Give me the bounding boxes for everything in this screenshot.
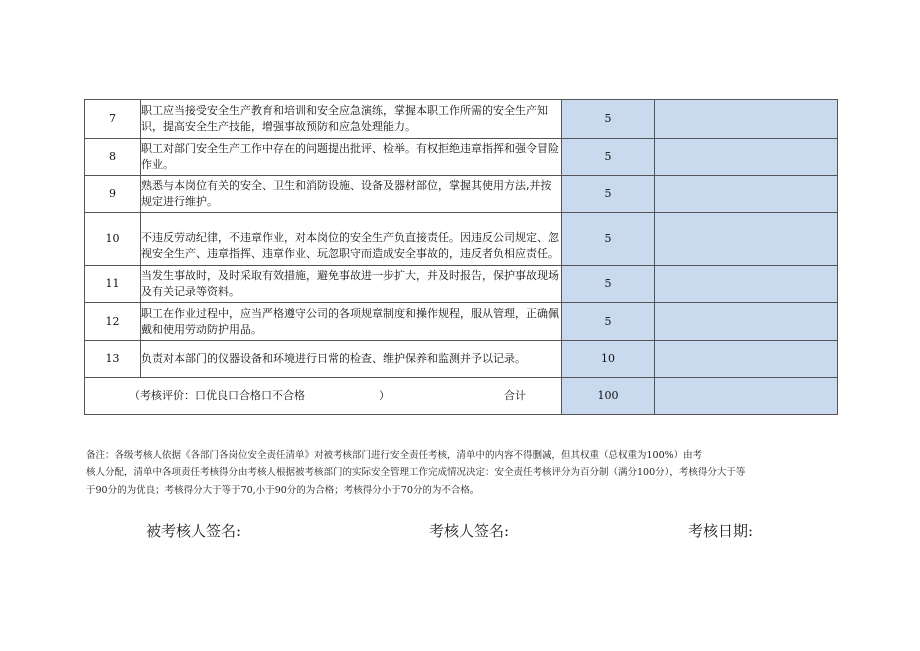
row-number: 11	[85, 266, 141, 303]
score-input-cell[interactable]	[655, 213, 838, 266]
row-score: 5	[562, 139, 655, 176]
score-input-cell[interactable]	[655, 266, 838, 303]
total-score: 100	[562, 378, 655, 415]
evaluation-close-paren: ）	[379, 389, 390, 402]
examinee-signature-label: 被考核人签名:	[146, 522, 242, 540]
total-label: 合计	[504, 389, 526, 402]
row-content: 熟悉与本岗位有关的安全、卫生和消防设施、设备及器材部位，掌握其使用方法,并按规定进行维护。	[141, 176, 562, 213]
row-number: 10	[85, 213, 141, 266]
row-content: 职工应当接受安全生产教育和培训和安全应急演练，掌握本职工作所需的安全生产知识，提高安全生产技能，增强事故预防和应急处理能力。	[141, 100, 562, 139]
row-score: 10	[562, 341, 655, 378]
row-content: 当发生事故时，及时采取有效措施，避免事故进一步扩大，并及时报告，保护事故现场及有关记录等资料。	[141, 266, 562, 303]
row-score: 5	[562, 303, 655, 341]
score-input-cell[interactable]	[655, 139, 838, 176]
row-score: 5	[562, 213, 655, 266]
table-footer-row	[85, 378, 838, 415]
row-number: 9	[85, 176, 141, 213]
examiner-signature-label: 考核人签名:	[429, 522, 510, 540]
row-content: 不违反劳动纪律，不违章作业，对本岗位的安全生产负直接责任。因违反公司规定、忽视安全生产、违章指挥、违章作业、玩忽职守而造成安全事故的，违反者负相应责任。	[141, 213, 562, 266]
row-number: 12	[85, 303, 141, 341]
row-content: 职工对部门安全生产工作中存在的问题提出批评、检举。有权拒绝违章指挥和强令冒险作业。	[141, 139, 562, 176]
remarks-line: 备注：各级考核人依据《各部门各岗位安全责任清单》对被考核部门进行安全责任考核，清单中的内容不得删减，但其权重（总权重为100%）由考	[86, 450, 703, 461]
table-row	[85, 176, 838, 213]
row-score: 5	[562, 100, 655, 139]
evaluation-cell	[85, 378, 562, 415]
row-number: 8	[85, 139, 141, 176]
row-number: 13	[85, 341, 141, 378]
row-content: 负责对本部门的仪器设备和环境进行日常的检查、维护保养和监测并予以记录。	[141, 341, 562, 378]
table-row	[85, 213, 838, 266]
table-row	[85, 139, 838, 176]
row-score: 5	[562, 266, 655, 303]
table-row	[85, 341, 838, 378]
evaluation-options[interactable]: （考核评价：口优良口合格口不合格	[129, 389, 305, 402]
remarks-line: 核人分配，清单中各项责任考核得分由考核人根据被考核部门的实际安全管理工作完成情况决定：安全责任考核评分为百分制（满分100分），考核得分大于等	[86, 467, 746, 478]
responsibility-table	[84, 99, 838, 415]
score-input-cell[interactable]	[655, 176, 838, 213]
score-input-cell[interactable]	[655, 303, 838, 341]
remarks-line: 于90分的为优良；考核得分大于等于70,小于90分的为合格；考核得分小于70分的为不合格。	[86, 485, 480, 496]
total-input-cell[interactable]	[655, 378, 838, 415]
row-content: 职工在作业过程中，应当严格遵守公司的各项规章制度和操作规程，服从管理，正确佩戴和使用劳动防护用品。	[141, 303, 562, 341]
table-row	[85, 266, 838, 303]
exam-date-label: 考核日期:	[688, 522, 754, 540]
remarks	[86, 446, 836, 501]
row-number: 7	[85, 100, 141, 139]
score-input-cell[interactable]	[655, 341, 838, 378]
table-row	[85, 100, 838, 139]
table-row	[85, 303, 838, 341]
score-input-cell[interactable]	[655, 100, 838, 139]
row-score: 5	[562, 176, 655, 213]
